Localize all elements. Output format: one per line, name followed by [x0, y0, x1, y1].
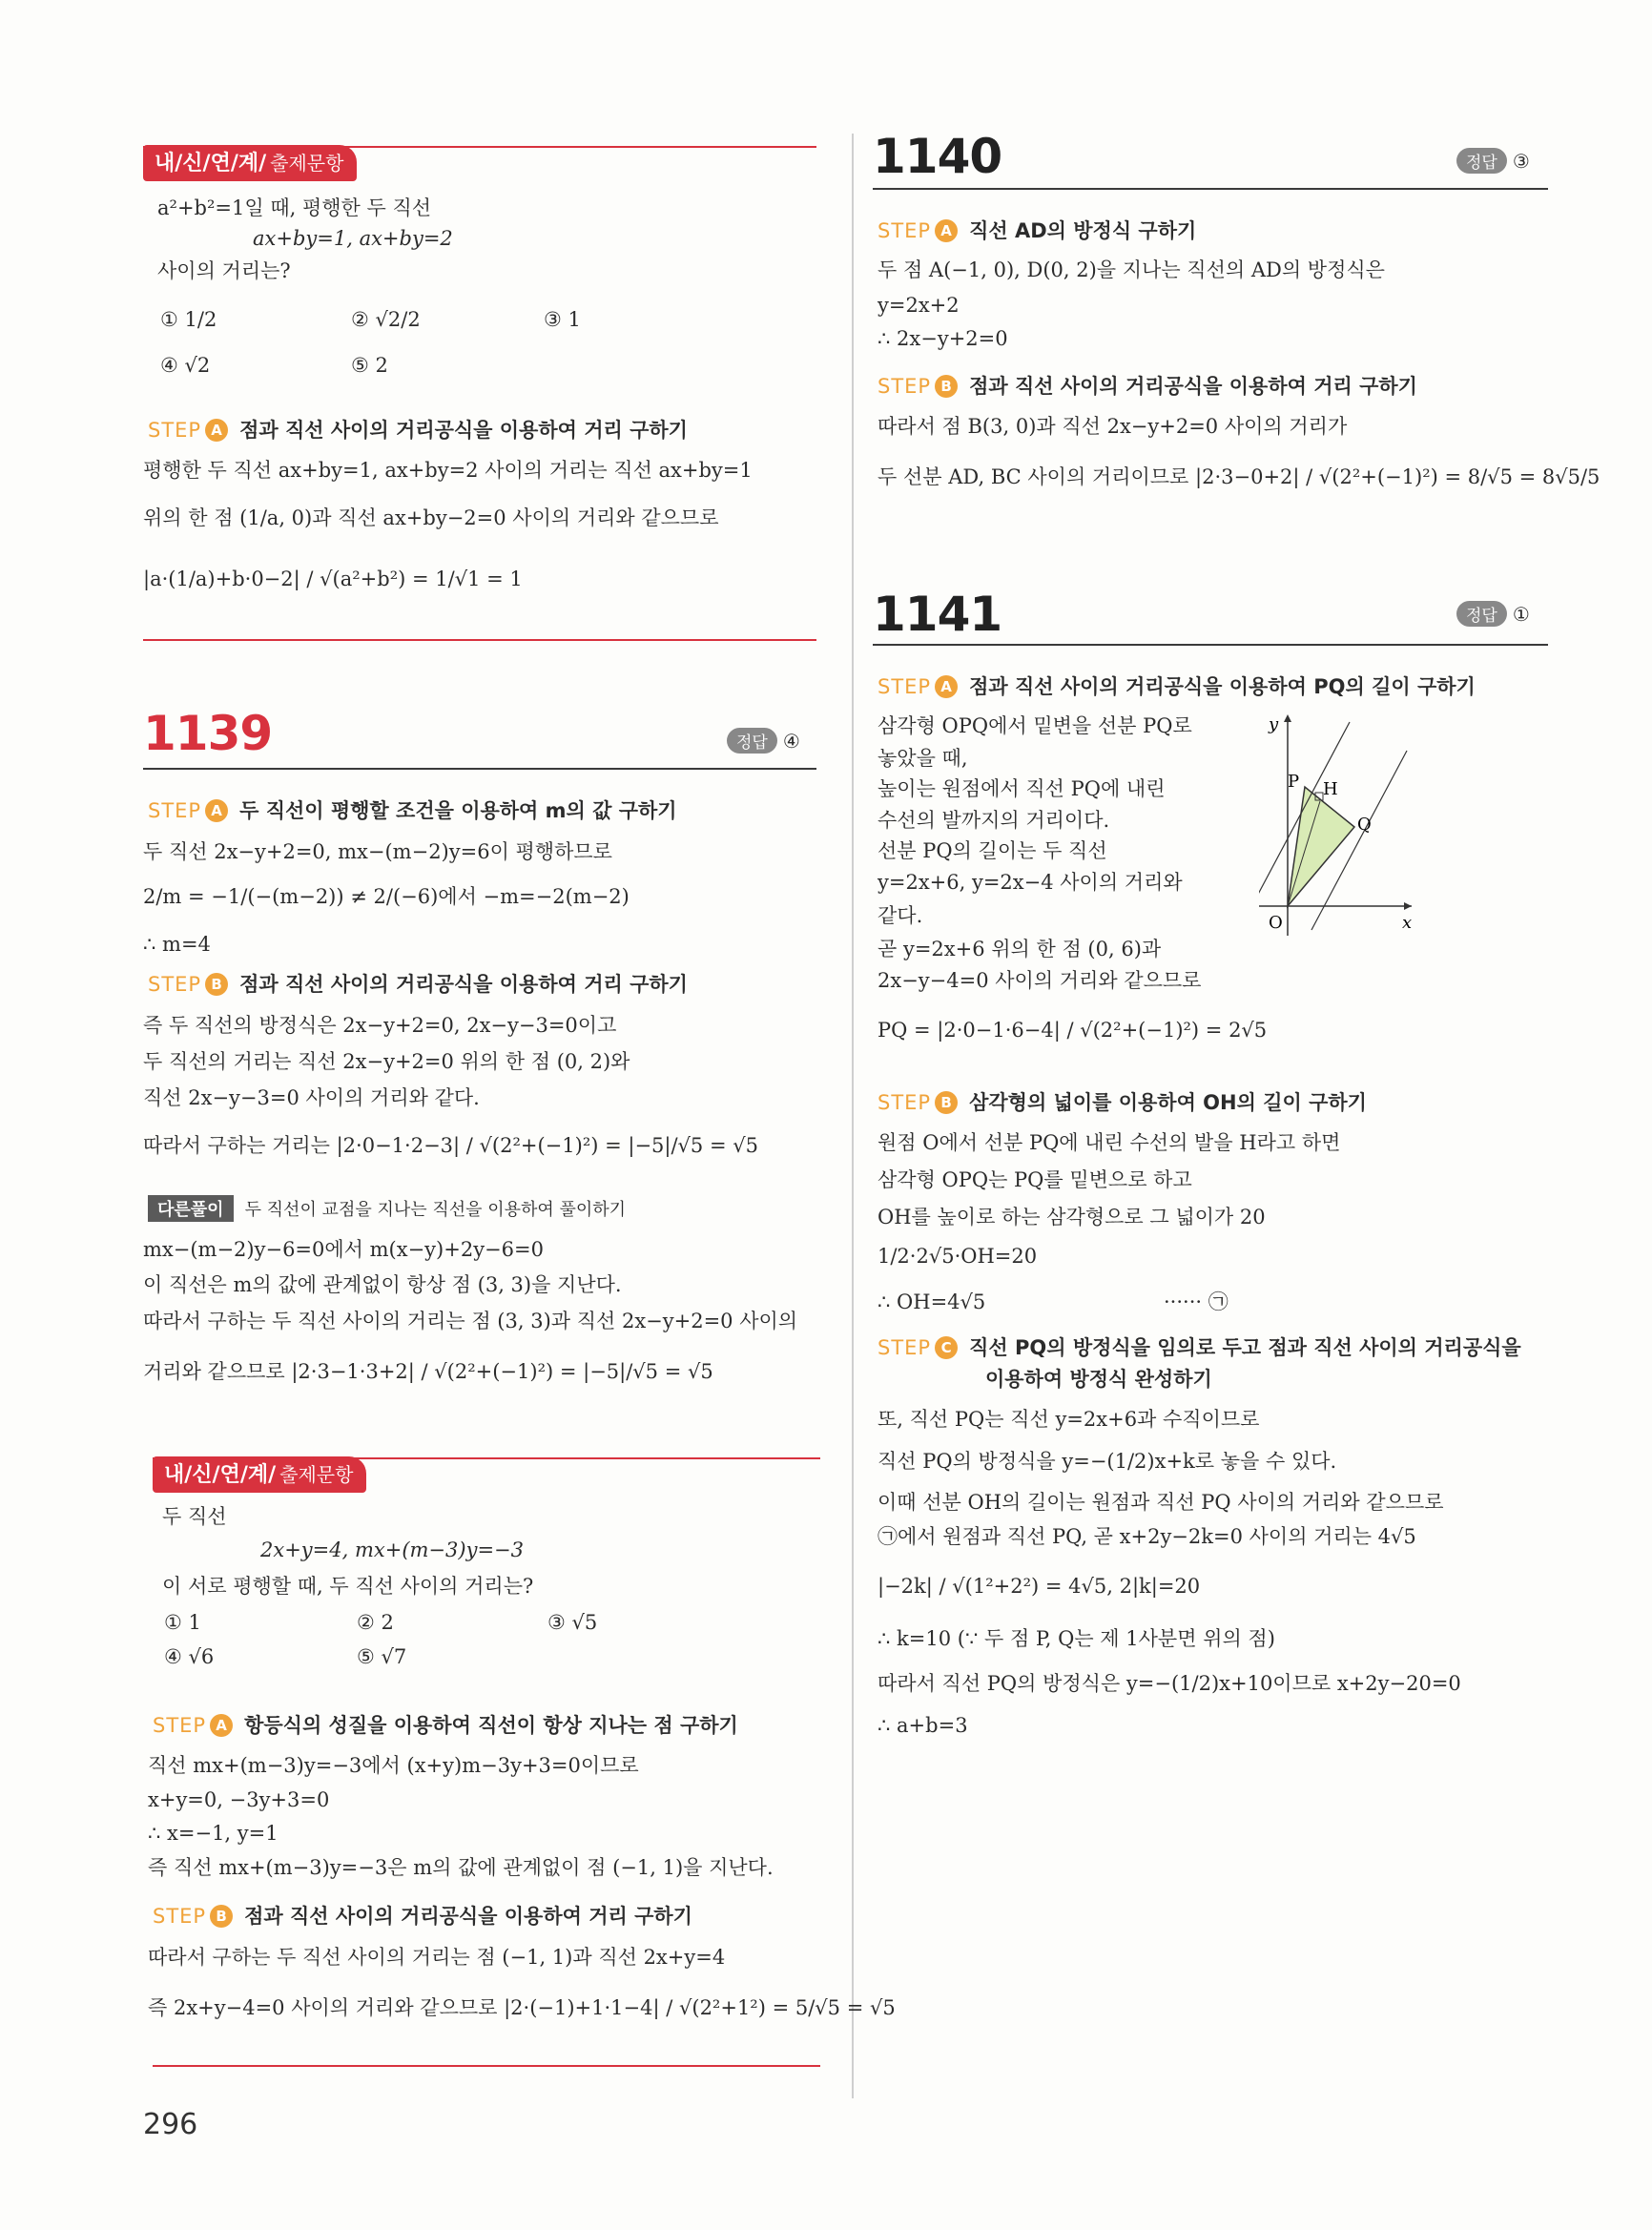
section-rule [143, 639, 816, 641]
solution-line: ∴ OH=4√5 [878, 1291, 986, 1313]
answer-value: ① [1512, 603, 1530, 626]
alternate-solution-title: 두 직선이 교점을 지나는 직선을 이용하여 풀이하기 [244, 1200, 627, 1220]
solution-line: 두 직선의 거리는 직선 2x−y+2=0 위의 한 점 (0, 2)와 [143, 1050, 630, 1073]
option-4[interactable]: ④ √2 [160, 354, 211, 377]
step-title: 점과 직선 사이의 거리공식을 이용하여 거리 구하기 [969, 375, 1417, 398]
step-label: STEP [148, 799, 202, 822]
step-a-heading [153, 1710, 738, 1739]
solution-formula: 거리와 같으므로 |2·3−1·3+2| / √(2²+(−1)²) = |−5|/√5 = √5 [143, 1360, 713, 1383]
step-badge: B [210, 1905, 233, 1928]
tag-rule [143, 146, 816, 148]
option-5[interactable]: ⑤ √7 [357, 1645, 407, 1668]
solution-line: 놓았을 때, [878, 747, 968, 770]
answer-value: ③ [1512, 150, 1530, 173]
answer-badge [1456, 601, 1530, 627]
section-rule [153, 2065, 820, 2067]
question-equation: ax+by=1, ax+by=2 [253, 227, 453, 250]
step-title: 점과 직선 사이의 거리공식을 이용하여 PQ의 길이 구하기 [969, 675, 1476, 698]
axis-label-y: y [1269, 714, 1279, 734]
solution-line: 삼각형 OPQ는 PQ를 밑변으로 하고 [878, 1168, 1192, 1191]
column-divider [852, 134, 854, 2098]
alternate-solution-heading [148, 1195, 626, 1222]
solution-line: ㉠에서 원점과 직선 PQ, 곧 x+2y−2k=0 사이의 거리는 4√5 [878, 1525, 1416, 1548]
alternate-solution-label: 다른풀이 [148, 1195, 234, 1222]
step-badge: C [935, 1336, 958, 1359]
answer-label: 정답 [1456, 601, 1507, 627]
step-b-heading [148, 969, 688, 998]
step-title: 항등식의 성질을 이용하여 직선이 항상 지나는 점 구하기 [244, 1714, 738, 1737]
step-badge: A [205, 419, 228, 442]
step-label: STEP [878, 1091, 932, 1114]
step-label: STEP [148, 973, 202, 996]
problem-rule [873, 644, 1548, 646]
step-badge: A [935, 219, 958, 242]
point-label-q: Q [1357, 815, 1372, 835]
solution-line: 즉 두 직선의 방정식은 2x−y+2=0, 2x−y−3=0이고 [143, 1014, 617, 1037]
step-badge: B [935, 375, 958, 398]
solution-line: 직선 mx+(m−3)y=−3에서 (x+y)m−3y+3=0이므로 [148, 1754, 639, 1777]
solution-line: 따라서 점 B(3, 0)과 직선 2x−y+2=0 사이의 거리가 [878, 415, 1348, 438]
step-badge: A [210, 1714, 233, 1737]
question-text: 두 직선 [162, 1505, 227, 1528]
step-label: STEP [878, 375, 932, 398]
solution-line: 직선 PQ의 방정식을 y=−(1/2)x+k로 놓을 수 있다. [878, 1450, 1337, 1473]
solution-line: ∴ x=−1, y=1 [148, 1822, 279, 1845]
step-title: 직선 PQ의 방정식을 임의로 두고 점과 직선 사이의 거리공식을 [969, 1336, 1521, 1359]
solution-formula: 즉 2x+y−4=0 사이의 거리와 같으므로 |2·(−1)+1·1−4| / √(2²+1²) = 5/√5 = √5 [148, 1996, 896, 2019]
step-badge: A [205, 799, 228, 822]
question-text: 사이의 거리는? [157, 259, 291, 282]
x-axis-arrow-icon [1404, 902, 1412, 910]
solution-line: 위의 한 점 (1/a, 0)과 직선 ax+by−2=0 사이의 거리와 같으므로 [143, 506, 719, 529]
option-5[interactable]: ⑤ 2 [351, 354, 388, 377]
solution-line: 이때 선분 OH의 길이는 원점과 직선 PQ 사이의 거리와 같으므로 [878, 1491, 1444, 1514]
solution-formula: |a·(1/a)+b·0−2| / √(a²+b²) = 1/√1 = 1 [143, 568, 523, 590]
linked-question-tag [153, 1456, 366, 1493]
step-c-heading [878, 1332, 1521, 1361]
step-label: STEP [878, 675, 932, 698]
solution-line: 이 직선은 m의 값에 관계없이 항상 점 (3, 3)을 지난다. [143, 1273, 622, 1296]
linked-question-tag [143, 145, 357, 181]
option-3[interactable]: ③ √5 [547, 1611, 598, 1634]
option-2[interactable]: ② 2 [357, 1611, 394, 1634]
problem-rule [873, 188, 1548, 190]
step-title: 점과 직선 사이의 거리공식을 이용하여 거리 구하기 [239, 419, 688, 442]
solution-line: 선분 PQ의 길이는 두 직선 [878, 839, 1107, 862]
solution-line: 직선 2x−y−3=0 사이의 거리와 같다. [143, 1086, 480, 1109]
solution-line: y=2x+6, y=2x−4 사이의 거리와 [878, 871, 1183, 894]
solution-line: 2x−y−4=0 사이의 거리와 같으므로 [878, 969, 1202, 992]
solution-line: 삼각형 OPQ에서 밑변을 선분 PQ로 [878, 714, 1192, 737]
step-title: 삼각형의 넓이를 이용하여 OH의 길이 구하기 [969, 1091, 1367, 1114]
option-1[interactable]: ① 1 [164, 1611, 201, 1634]
question-equation: 2x+y=4, mx+(m−3)y=−3 [260, 1538, 524, 1561]
step-title: 점과 직선 사이의 거리공식을 이용하여 거리 구하기 [244, 1905, 692, 1928]
solution-line: 두 직선 2x−y+2=0, mx−(m−2)y=6이 평행하므로 [143, 840, 612, 863]
solution-line: ∴ m=4 [143, 933, 211, 956]
point-label-h: H [1323, 779, 1338, 799]
step-badge: A [935, 675, 958, 698]
solution-line: OH를 높이로 하는 삼각형으로 그 넓이가 20 [878, 1206, 1266, 1229]
answer-badge [1456, 148, 1530, 174]
step-b-heading [153, 1901, 692, 1930]
solution-line: 수선의 발까지의 거리이다. [878, 809, 1110, 832]
answer-value: ④ [782, 730, 800, 753]
problem-number: 1139 [143, 706, 273, 761]
step-badge: B [935, 1091, 958, 1114]
solution-line: 또, 직선 PQ는 직선 y=2x+6과 수직이므로 [878, 1408, 1260, 1431]
step-title: 점과 직선 사이의 거리공식을 이용하여 거리 구하기 [239, 973, 688, 996]
step-label: STEP [148, 419, 202, 442]
tag-sub: 출제문항 [279, 1463, 354, 1486]
step-badge: B [205, 973, 228, 996]
solution-line: y=2x+2 [878, 294, 960, 317]
solution-line: 즉 직선 mx+(m−3)y=−3은 m의 값에 관계없이 점 (−1, 1)을 지난다. [148, 1856, 774, 1879]
y-axis-arrow-icon [1284, 714, 1291, 722]
step-label: STEP [878, 1336, 932, 1359]
step-title: 두 직선이 평행할 조건을 이용하여 m의 값 구하기 [239, 799, 677, 822]
step-a-heading [878, 671, 1476, 700]
solution-formula: PQ = |2·0−1·6−4| / √(2²+(−1)²) = 2√5 [878, 1019, 1268, 1042]
question-text: a²+b²=1일 때, 평행한 두 직선 [157, 196, 432, 219]
page-number: 296 [143, 2108, 198, 2141]
tag-main: 내/신/연/계/ [155, 152, 267, 176]
solution-line: mx−(m−2)y−6=0에서 m(x−y)+2y−6=0 [143, 1238, 544, 1261]
problem-number: 1140 [873, 129, 1002, 184]
point-label-p: P [1288, 772, 1300, 792]
step-title-continued: 이용하여 방정식 완성하기 [985, 1368, 1212, 1391]
equation-reference: ······ ㉠ [1164, 1291, 1229, 1313]
solution-formula: 1/2·2√5·OH=20 [878, 1245, 1038, 1268]
step-a-heading [148, 795, 677, 824]
step-label: STEP [153, 1905, 207, 1928]
option-4[interactable]: ④ √6 [164, 1645, 215, 1668]
question-text: 이 서로 평행할 때, 두 직선 사이의 거리는? [162, 1575, 534, 1598]
step-a-heading [878, 216, 1196, 244]
solution-line: 곧 y=2x+6 위의 한 점 (0, 6)과 [878, 938, 1162, 960]
step-label: STEP [153, 1714, 207, 1737]
step-label: STEP [878, 219, 932, 242]
solution-line: 높이는 원점에서 직선 PQ에 내린 [878, 777, 1166, 800]
answer-label: 정답 [727, 728, 777, 754]
answer-badge [727, 728, 800, 754]
solution-line: 같다. [878, 904, 923, 927]
solution-formula: 따라서 구하는 거리는 |2·0−1·2−3| / √(2²+(−1)²) = |−5|/√5 = √5 [143, 1134, 758, 1157]
solution-formula: |−2k| / √(1²+2²) = 4√5, 2|k|=20 [878, 1575, 1201, 1598]
tag-main: 내/신/연/계/ [164, 1463, 277, 1487]
option-2[interactable]: ② √2/2 [351, 308, 421, 331]
step-b-heading [878, 371, 1417, 400]
problem-number: 1141 [873, 587, 1002, 642]
triangle-opq [1288, 787, 1354, 906]
solution-formula: 두 선분 AD, BC 사이의 거리이므로 |2·3−0+2| / √(2²+(−1)²) = 8/√5 = 8√5/5 [878, 465, 1600, 488]
solution-line: 따라서 구하는 두 직선 사이의 거리는 점 (3, 3)과 직선 2x−y+2=0 사이의 [143, 1310, 798, 1332]
step-b-heading [878, 1087, 1367, 1116]
axis-label-x: x [1402, 913, 1413, 933]
solution-line: x+y=0, −3y+3=0 [148, 1788, 330, 1811]
solution-line: ∴ a+b=3 [878, 1714, 968, 1737]
tag-sub: 출제문항 [270, 152, 344, 175]
problem-rule [143, 768, 816, 770]
solution-line: 따라서 구하는 두 직선 사이의 거리는 점 (−1, 1)과 직선 2x+y=4 [148, 1946, 726, 1969]
solution-formula: 2/m = −1/(−(m−2)) ≠ 2/(−6)에서 −m=−2(m−2) [143, 885, 630, 908]
step-a-heading [148, 415, 688, 444]
solution-line: 따라서 직선 PQ의 방정식은 y=−(1/2)x+10이므로 x+2y−20=0 [878, 1672, 1461, 1695]
coordinate-graph [1259, 711, 1421, 939]
solution-line: 평행한 두 직선 ax+by=1, ax+by=2 사이의 거리는 직선 ax+by=1 [143, 459, 753, 482]
solution-line: 원점 O에서 선분 PQ에 내린 수선의 발을 H라고 하면 [878, 1131, 1341, 1154]
option-3[interactable]: ③ 1 [544, 308, 581, 331]
solution-line: 두 점 A(−1, 0), D(0, 2)을 지나는 직선의 AD의 방정식은 [878, 258, 1385, 281]
option-1[interactable]: ① 1/2 [160, 308, 217, 331]
tag-rule [153, 1457, 820, 1459]
solution-line: ∴ k=10 (∵ 두 점 P, Q는 제 1사분면 위의 점) [878, 1627, 1275, 1650]
answer-label: 정답 [1456, 148, 1507, 174]
solution-line: ∴ 2x−y+2=0 [878, 327, 1008, 350]
point-label-o: O [1269, 913, 1283, 933]
step-title: 직선 AD의 방정식 구하기 [969, 219, 1197, 242]
